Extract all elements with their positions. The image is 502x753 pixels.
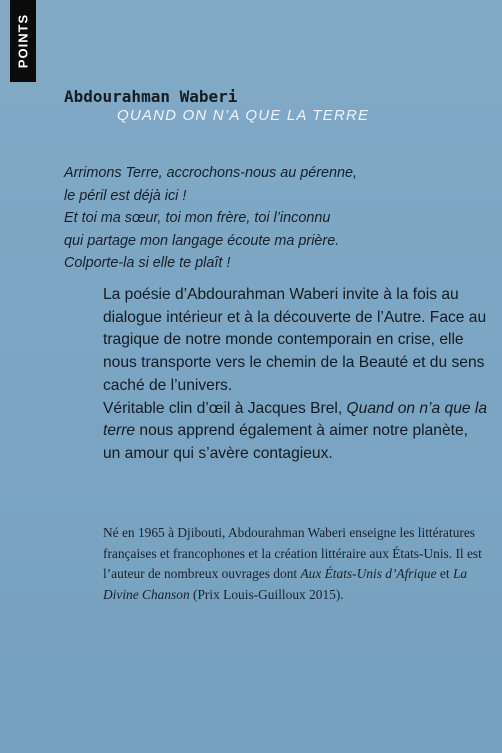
blurb-paragraph-1: La poésie d’Abdourahman Waberi invite à la fois au dialogue intérieur et à la découverte de l’Autre. Face au tragique de notre monde contemporain en crise, elle nous transporte vers le chemin de la Beauté et du sens caché de l’univers. xyxy=(103,286,487,394)
poem-line: Colporte-la si elle te plaît ! xyxy=(64,255,231,272)
poem-excerpt xyxy=(64,162,357,275)
poem-line: Et toi ma sœur, toi mon frère, toi l’inconnu xyxy=(64,210,331,227)
bio-text: Né en 1965 à Djibouti, Abdourahman Waberi enseigne les littératures françaises et francophones et la création littéraire aux États-Unis. Il est l’auteur de nombreux ouvrages dont xyxy=(103,525,482,581)
poem-line: le péril est déjà ici ! xyxy=(64,187,187,204)
blurb-text: Véritable clin d’œil à Jacques Brel, xyxy=(103,399,347,417)
publisher-logo xyxy=(10,0,36,82)
bio-text: et xyxy=(436,566,453,581)
bio-paragraph xyxy=(103,523,483,605)
bio-text: (Prix Louis-Guilloux 2015). xyxy=(189,586,344,602)
book-blurb xyxy=(103,284,488,466)
author-bio xyxy=(103,523,483,605)
bio-book-title: La Divine Chanson xyxy=(103,566,468,602)
book-title: QUAND ON N’A QUE LA TERRE xyxy=(117,107,370,124)
bio-book-title: Aux États-Unis d’Afrique xyxy=(300,566,437,581)
blurb-book-title: Quand on n’a que la terre xyxy=(103,399,488,440)
blurb-text: nous apprend également à aimer notre planète, un amour qui s’avère contagieux. xyxy=(103,422,468,462)
poem-line: qui partage mon langage écoute ma prière. xyxy=(64,232,340,249)
blurb-paragraph-2 xyxy=(103,398,488,466)
publisher-logo-text: POINTS xyxy=(15,13,31,69)
poem-line: Arrimons Terre, accrochons-nous au pérenne, xyxy=(64,165,358,181)
author-name: Abdourahman Waberi xyxy=(64,87,238,106)
